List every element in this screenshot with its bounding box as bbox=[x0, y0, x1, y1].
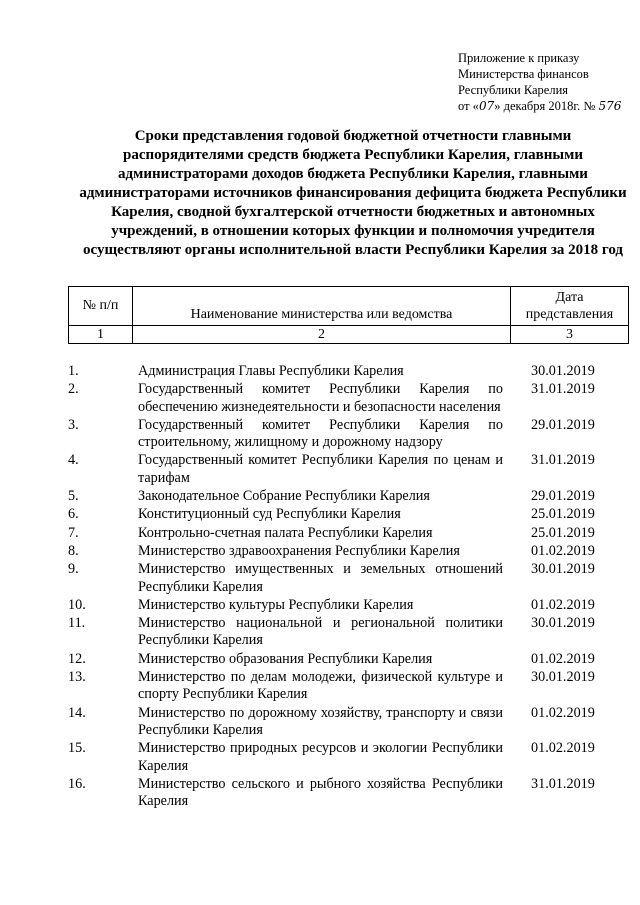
ministry-name: Министерство сельского и рыбного хозяйства Республики Карелия bbox=[138, 775, 503, 810]
submission-date: 01.02.2019 bbox=[531, 740, 595, 757]
submission-date: 29.01.2019 bbox=[531, 416, 595, 433]
row-number: 6. bbox=[68, 506, 79, 523]
ministry-name: Министерство национальной и региональной политики Республики Карелия bbox=[138, 615, 503, 649]
submission-date: 25.01.2019 bbox=[531, 506, 595, 523]
table-row bbox=[68, 543, 628, 560]
header-name: Наименование министерства или ведомства bbox=[133, 287, 511, 326]
ministry-name: Конституционный суд Республики Карелия bbox=[138, 506, 401, 523]
appendix-line-2: Министерства финансов bbox=[458, 67, 589, 81]
ministry-name: Министерство природных ресурсов и экологии Республики Карелия bbox=[138, 740, 503, 774]
submission-date: 31.01.2019 bbox=[531, 381, 595, 398]
row-number: 15. bbox=[68, 740, 86, 757]
ministry-name: Государственный комитет Республики Карелия по строительному, жилищному и дорожному надзору bbox=[138, 416, 503, 451]
row-number: 3. bbox=[68, 416, 79, 433]
submission-date: 30.01.2019 bbox=[531, 615, 595, 632]
column-number-2: 2 bbox=[133, 326, 511, 344]
row-number: 14. bbox=[68, 704, 86, 721]
row-number: 10. bbox=[68, 596, 86, 613]
ministry-list bbox=[68, 363, 628, 811]
table-row bbox=[68, 488, 628, 505]
table-row bbox=[68, 740, 628, 775]
submission-date: 25.01.2019 bbox=[531, 524, 595, 541]
appendix-date-line bbox=[458, 98, 621, 114]
submission-date: 31.01.2019 bbox=[531, 452, 595, 469]
header-date bbox=[511, 287, 629, 326]
table-row bbox=[68, 705, 628, 740]
date-prefix: от « bbox=[458, 99, 479, 113]
appendix-header bbox=[458, 50, 621, 114]
table-row bbox=[68, 776, 628, 811]
ministry-name: Министерство имущественных и земельных отношений Республики Карелия bbox=[138, 561, 503, 595]
submission-date: 01.02.2019 bbox=[531, 596, 595, 613]
row-number: 4. bbox=[68, 452, 79, 469]
appendix-line-3: Республики Карелия bbox=[458, 83, 569, 97]
table-row bbox=[68, 597, 628, 614]
ministry-name: Министерство по делам молодежи, физической культуре и спорту Республики Карелия bbox=[138, 669, 503, 703]
header-date-line-2: представления bbox=[525, 307, 614, 322]
ministry-name: Государственный комитет Республики Карелия по ценам и тарифам bbox=[138, 452, 503, 486]
row-number: 13. bbox=[68, 669, 86, 686]
table-row bbox=[68, 669, 628, 704]
ministry-name: Контрольно-счетная палата Республики Карелия bbox=[138, 524, 433, 541]
row-number: 8. bbox=[68, 542, 79, 559]
row-number: 9. bbox=[68, 561, 79, 578]
table-row bbox=[68, 381, 628, 416]
row-number: 2. bbox=[68, 381, 79, 398]
appendix-line-1: Приложение к приказу bbox=[458, 51, 580, 65]
row-number: 1. bbox=[68, 363, 79, 379]
header-date-line-1: Дата bbox=[555, 290, 584, 305]
row-number: 16. bbox=[68, 775, 86, 792]
document-title: Сроки представления годовой бюджетной отчетности главными распорядителями средств бюджета Республики Карелия, главными администраторами доходов бюджета Республики Карелия, главными администраторами источников финансирования дефицита бюджета Республики Карелия, сводной бухгалтерской отчетности бюджетных и автономных учреждений, в отношении которых функции и полномочия учредителя осуществляют органы исполнительной власти Республики Карелия за 2018 год bbox=[79, 128, 627, 258]
table-row bbox=[68, 452, 628, 487]
row-number: 5. bbox=[68, 488, 79, 505]
table-row bbox=[68, 417, 628, 452]
submission-date: 30.01.2019 bbox=[531, 561, 595, 578]
submission-date: 01.02.2019 bbox=[531, 704, 595, 721]
ministry-name: Министерство по дорожному хозяйству, транспорту и связи Республики Карелия bbox=[138, 704, 503, 738]
row-number: 7. bbox=[68, 524, 79, 541]
header-num: № п/п bbox=[69, 287, 133, 326]
submission-date: 31.01.2019 bbox=[531, 775, 595, 792]
table-header bbox=[68, 286, 629, 344]
date-middle: » декабря 2018г. № bbox=[494, 99, 599, 113]
submission-date: 30.01.2019 bbox=[531, 363, 595, 379]
ministry-name: Министерство здравоохранения Республики Карелия bbox=[138, 542, 460, 559]
table-row bbox=[68, 363, 628, 380]
handwritten-day: 07 bbox=[478, 99, 495, 113]
submission-date: 01.02.2019 bbox=[531, 542, 595, 559]
row-number: 12. bbox=[68, 650, 86, 667]
row-number: 11. bbox=[68, 615, 86, 632]
table-row bbox=[68, 561, 628, 596]
ministry-name: Администрация Главы Республики Карелия bbox=[138, 363, 404, 379]
table-row bbox=[68, 615, 628, 650]
handwritten-order-number: 576 bbox=[598, 99, 622, 113]
column-number-1: 1 bbox=[69, 326, 133, 344]
table-row bbox=[68, 651, 628, 668]
submission-date: 29.01.2019 bbox=[531, 488, 595, 505]
submission-date: 30.01.2019 bbox=[531, 669, 595, 686]
ministry-name: Министерство культуры Республики Карелия bbox=[138, 596, 414, 613]
column-number-3: 3 bbox=[511, 326, 629, 344]
table-row bbox=[68, 506, 628, 523]
ministry-name: Государственный комитет Республики Карелия по обеспечению жизнедеятельности и безопасности населения bbox=[138, 381, 503, 415]
ministry-name: Законодательное Собрание Республики Карелия bbox=[138, 488, 430, 505]
table-row bbox=[68, 525, 628, 542]
submission-date: 01.02.2019 bbox=[531, 650, 595, 667]
ministry-name: Министерство образования Республики Карелия bbox=[138, 650, 433, 667]
